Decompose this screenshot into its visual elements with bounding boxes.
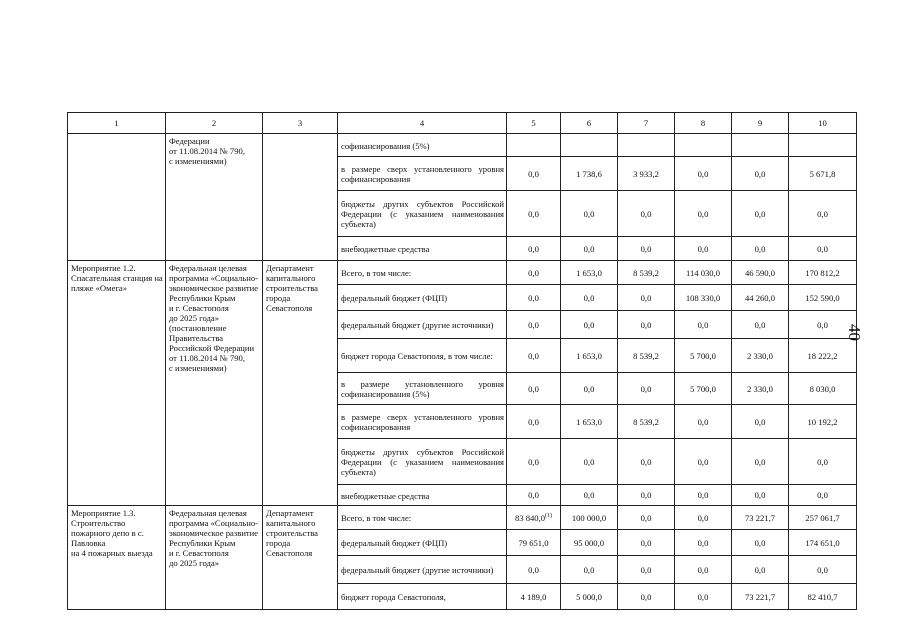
value-text: 2 330,0 <box>747 383 773 394</box>
value-cell <box>675 237 732 261</box>
value-text: 18 222,2 <box>807 350 838 361</box>
value-text: 0,0 <box>754 208 766 219</box>
value-cell <box>561 191 618 237</box>
value-cell <box>561 584 618 610</box>
value-cell <box>732 405 789 439</box>
funding-source-cell: бюджеты других субъектов Российской Федерации (с указанием наименования субъекта) <box>338 191 507 237</box>
value-cell <box>732 584 789 610</box>
footnote-mark: (1) <box>545 512 553 519</box>
value-cell <box>675 530 732 556</box>
funding-source-cell: в размере сверх установленного уровня софинансирования <box>338 405 507 439</box>
value-cell <box>507 405 561 439</box>
value-cell <box>507 556 561 584</box>
value-text: 0,0 <box>528 490 539 500</box>
value-text: 0,0 <box>817 490 828 500</box>
value-text: 0,0 <box>754 319 766 330</box>
funding-source-cell: бюджет города Севастополя, <box>338 584 507 610</box>
value-text: 0,0 <box>697 168 709 179</box>
value-text: 0,0 <box>697 512 709 523</box>
value-cell <box>561 134 618 157</box>
value-text: 0,0 <box>640 564 652 575</box>
value-text: 0,0 <box>697 456 709 467</box>
value-cell <box>618 530 675 556</box>
value-cell <box>507 285 561 311</box>
value-cell <box>561 157 618 191</box>
value-text: 5 700,0 <box>690 350 716 361</box>
page-number: 40 <box>845 324 864 341</box>
value-text: 0,0 <box>640 292 652 303</box>
value-cell <box>675 261 732 285</box>
value-cell <box>675 506 732 530</box>
value-cell <box>561 237 618 261</box>
funding-source-cell: в размере сверх установленного уровня софинансирования <box>338 157 507 191</box>
funding-source-cell: Всего, в том числе: <box>338 506 507 530</box>
value-text: 46 590,0 <box>744 267 776 278</box>
value-text: 0,0 <box>817 564 828 575</box>
value-cell <box>561 556 618 584</box>
value-text: 44 260,0 <box>744 292 776 303</box>
value-text: 1 738,6 <box>576 168 602 179</box>
value-cell <box>789 261 857 285</box>
program-name-cell: Федеральная целевая программа «Социально-экономическое развитие Республики Крым и г. Севастополя до 2025 года» (постановление Правительства Российской Федерации от 11.08.2014 № 790, с изменениями) <box>166 261 263 506</box>
value-text: 108 330,0 <box>685 292 721 303</box>
value-cell <box>561 285 618 311</box>
funding-source-cell: федеральный бюджет (ФЦП) <box>338 285 507 311</box>
activity-name-cell: Мероприятие 1.3. Строительство пожарного депо в с. Павловка на 4 пожарных выезда <box>68 506 166 610</box>
value-cell <box>618 439 675 485</box>
value-text: 0,0 <box>754 490 766 500</box>
value-text: 0,0 <box>640 319 652 330</box>
value-text: 0,0 <box>817 456 828 467</box>
value-cell <box>507 485 561 506</box>
value-cell <box>675 134 732 157</box>
value-text: 0,0 <box>640 383 652 394</box>
value-text: 0,0 <box>697 243 709 254</box>
value-cell <box>618 556 675 584</box>
value-cell <box>618 285 675 311</box>
value-cell <box>675 339 732 373</box>
value-text: 0,0 <box>754 456 766 467</box>
value-cell <box>561 506 618 530</box>
value-text: 0,0 <box>817 208 828 219</box>
header-row <box>68 113 857 134</box>
value-text: 0,0 <box>583 456 595 467</box>
value-cell <box>732 261 789 285</box>
value-cell <box>507 134 561 157</box>
column-header: 5 <box>507 113 561 134</box>
value-text: 0,0 <box>583 208 595 219</box>
value-cell <box>507 311 561 339</box>
value-cell <box>618 261 675 285</box>
column-header: 7 <box>618 113 675 134</box>
funding-source-cell: федеральный бюджет (другие источники) <box>338 556 507 584</box>
activity-name-cell: Мероприятие 1.2. Спасательная станция на пляже «Омега» <box>68 261 166 506</box>
value-text: 0,0 <box>528 292 539 303</box>
table-body <box>68 134 857 610</box>
value-text: 82 410,7 <box>807 591 838 602</box>
value-cell <box>507 584 561 610</box>
value-cell <box>789 339 857 373</box>
value-cell <box>675 584 732 610</box>
value-text: 0,0 <box>583 490 595 500</box>
funding-source-cell: софинансирования (5%) <box>338 134 507 157</box>
value-cell <box>789 237 857 261</box>
value-cell <box>618 191 675 237</box>
value-text: 152 590,0 <box>805 292 840 303</box>
value-cell <box>561 405 618 439</box>
value-cell <box>675 311 732 339</box>
value-text: 0,0 <box>697 564 709 575</box>
value-cell <box>789 530 857 556</box>
value-text: 0,0 <box>583 319 595 330</box>
value-text: 0,0 <box>697 490 709 500</box>
value-cell <box>732 134 789 157</box>
value-cell <box>732 237 789 261</box>
value-text: 100 000,0 <box>571 512 607 523</box>
value-text: 0,0 <box>697 537 709 548</box>
value-text: 170 812,2 <box>805 267 840 278</box>
funding-source-cell: федеральный бюджет (ФЦП) <box>338 530 507 556</box>
value-text: 0,0 <box>528 383 539 394</box>
column-header: 6 <box>561 113 618 134</box>
value-cell <box>789 285 857 311</box>
value-cell <box>561 339 618 373</box>
activity-name-cell <box>68 134 166 261</box>
value-text: 0,0 <box>640 490 652 500</box>
value-text: 0,0 <box>528 168 539 179</box>
value-text: 0,0 <box>640 456 652 467</box>
value-cell <box>789 157 857 191</box>
value-text: 0,0 <box>528 564 539 575</box>
value-cell <box>561 373 618 405</box>
value-text: 0,0 <box>817 319 828 330</box>
value-cell <box>789 506 857 530</box>
program-name-cell: Федерации от 11.08.2014 № 790, с изменениями) <box>166 134 263 261</box>
value-cell <box>675 285 732 311</box>
funding-source-cell: бюджет города Севастополя, в том числе: <box>338 339 507 373</box>
value-cell <box>675 439 732 485</box>
column-header: 3 <box>263 113 338 134</box>
funding-source-cell: внебюджетные средства <box>338 485 507 506</box>
value-text: 1 653,0 <box>576 267 602 278</box>
value-cell <box>618 339 675 373</box>
value-text: 0,0 <box>817 243 828 254</box>
value-text: 0,0 <box>640 243 652 254</box>
value-text: 0,0 <box>697 591 709 602</box>
value-cell <box>561 530 618 556</box>
value-cell <box>732 506 789 530</box>
value-cell <box>675 373 732 405</box>
funding-source-cell: федеральный бюджет (другие источники) <box>338 311 507 339</box>
value-text: 1 653,0 <box>576 416 602 427</box>
value-cell <box>618 485 675 506</box>
funding-table <box>67 112 857 610</box>
value-text: 0,0 <box>697 208 709 219</box>
value-cell <box>732 157 789 191</box>
value-cell <box>561 439 618 485</box>
value-cell <box>618 157 675 191</box>
value-text: 257 061,7 <box>805 512 840 523</box>
value-cell <box>561 311 618 339</box>
program-name-cell: Федеральная целевая программа «Социально-экономическое развитие Республики Крым и г. Севастополя до 2025 года» <box>166 506 263 610</box>
value-cell <box>618 506 675 530</box>
value-text: 0,0 <box>583 243 595 254</box>
value-cell <box>789 191 857 237</box>
value-cell <box>507 191 561 237</box>
value-cell <box>675 405 732 439</box>
executor-cell: Департамент капитального строительства города Севастополя <box>263 261 338 506</box>
value-cell <box>732 191 789 237</box>
table-row <box>68 134 857 157</box>
value-text: 0,0 <box>528 319 539 330</box>
value-text: 1 653,0 <box>576 350 602 361</box>
value-text: 0,0 <box>528 416 539 427</box>
value-text: 8 539,2 <box>633 350 659 361</box>
value-text: 95 000,0 <box>573 537 605 548</box>
funding-source-cell: Всего, в том числе: <box>338 261 507 285</box>
value-text: 3 933,2 <box>633 168 659 179</box>
value-text: 5 700,0 <box>690 383 716 394</box>
value-text: 0,0 <box>528 267 539 278</box>
value-text: 0,0 <box>754 168 766 179</box>
value-cell <box>789 556 857 584</box>
value-text: 0,0 <box>640 537 652 548</box>
value-cell <box>789 584 857 610</box>
value-cell <box>618 373 675 405</box>
value-text: 0,0 <box>640 512 652 523</box>
value-text: 5 000,0 <box>576 591 602 602</box>
value-cell <box>732 556 789 584</box>
table-row <box>68 506 857 530</box>
value-cell <box>561 485 618 506</box>
value-cell <box>789 134 857 157</box>
funding-source-cell: бюджеты других субъектов Российской Федерации (с указанием наименования субъекта) <box>338 439 507 485</box>
value-cell <box>507 506 561 530</box>
value-cell <box>732 311 789 339</box>
value-cell <box>618 311 675 339</box>
value-text: 0,0 <box>697 319 709 330</box>
value-cell <box>507 261 561 285</box>
value-text: 2 330,0 <box>747 350 773 361</box>
value-text: 0,0 <box>754 564 766 575</box>
value-cell <box>732 439 789 485</box>
value-cell <box>789 405 857 439</box>
value-text: 0,0 <box>583 564 595 575</box>
value-text: 0,0 <box>754 416 766 427</box>
value-text: 73 221,7 <box>744 512 776 523</box>
value-text: 8 030,0 <box>809 383 836 394</box>
value-cell <box>618 134 675 157</box>
value-text: 5 671,8 <box>809 168 836 179</box>
value-cell <box>732 485 789 506</box>
value-cell <box>675 191 732 237</box>
value-text: 0,0 <box>528 350 539 361</box>
value-text: 0,0 <box>528 208 539 219</box>
value-cell <box>507 530 561 556</box>
value-cell <box>732 530 789 556</box>
table-row <box>68 261 857 285</box>
value-cell <box>618 584 675 610</box>
value-text: 0,0 <box>528 456 539 467</box>
column-header: 8 <box>675 113 732 134</box>
value-cell <box>507 373 561 405</box>
value-text: 0,0 <box>528 243 539 254</box>
column-header: 4 <box>338 113 507 134</box>
value-text: 8 539,2 <box>633 416 659 427</box>
value-cell <box>507 439 561 485</box>
value-cell <box>675 556 732 584</box>
value-cell <box>618 405 675 439</box>
value-text: 73 221,7 <box>744 591 776 602</box>
value-text: 114 030,0 <box>685 267 721 278</box>
column-header: 2 <box>166 113 263 134</box>
value-text: 10 192,2 <box>807 416 838 427</box>
value-cell <box>618 237 675 261</box>
value-cell <box>732 339 789 373</box>
value-cell <box>675 485 732 506</box>
value-text: 79 651,0 <box>518 537 549 548</box>
value-text: 174 651,0 <box>805 537 840 548</box>
value-text: 0,0 <box>640 208 652 219</box>
value-cell <box>732 373 789 405</box>
value-cell <box>561 261 618 285</box>
value-text: 0,0 <box>583 383 595 394</box>
value-cell <box>789 485 857 506</box>
executor-cell: Департамент капитального строительства города Севастополя <box>263 506 338 610</box>
value-text: 83 840,0 <box>514 512 546 523</box>
value-cell <box>507 339 561 373</box>
value-text: 8 539,2 <box>633 267 659 278</box>
value-text: 0,0 <box>754 537 766 548</box>
value-text: 4 189,0 <box>520 591 547 602</box>
funding-source-cell: в размере установленного уровня софинансирования (5%) <box>338 373 507 405</box>
value-cell <box>732 285 789 311</box>
value-text: 0,0 <box>754 243 766 254</box>
value-text: 0,0 <box>697 416 709 427</box>
funding-source-cell: внебюджетные средства <box>338 237 507 261</box>
value-cell <box>789 439 857 485</box>
column-header: 1 <box>68 113 166 134</box>
value-cell <box>789 373 857 405</box>
value-text: 0,0 <box>583 292 595 303</box>
value-cell <box>507 237 561 261</box>
value-text: 0,0 <box>640 591 652 602</box>
value-cell <box>507 157 561 191</box>
executor-cell <box>263 134 338 261</box>
column-header: 10 <box>789 113 857 134</box>
value-cell <box>675 157 732 191</box>
column-header: 9 <box>732 113 789 134</box>
